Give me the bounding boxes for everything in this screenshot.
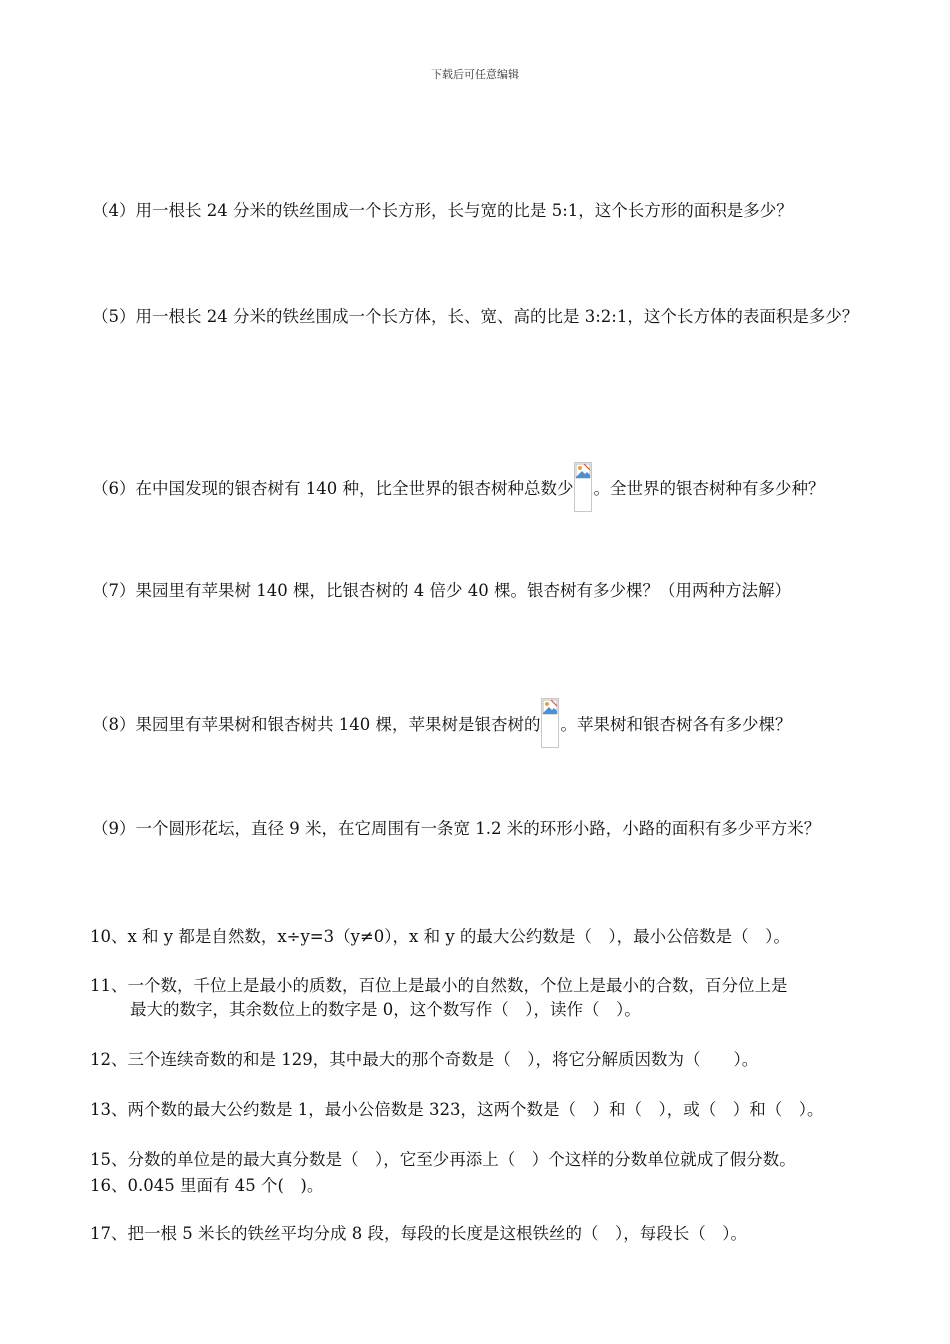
question-8 [92, 698, 791, 748]
item-17: 17、把一根 5 米长的铁丝平均分成 8 段，每段的长度是这根铁丝的（ ），每段长（ ）。 [90, 1224, 747, 1243]
item-13: 13、两个数的最大公约数是 1，最小公倍数是 323，这两个数是（ ）和（ ），或（ ）和（ ）。 [90, 1100, 824, 1119]
item-11 [90, 974, 788, 1022]
broken-image-icon [541, 698, 559, 748]
question-6-text-after: 。全世界的银杏树种有多少种？ [593, 479, 825, 498]
broken-image-icon [574, 462, 592, 512]
question-5: （5）用一根长 24 分米的铁丝围成一个长方体，长、宽、高的比是 3:2:1，这个长方体的表面积是多少？ [92, 307, 859, 326]
item-10: 10、x 和 y 都是自然数，x÷y=3（y≠0），x 和 y 的最大公约数是（ ），最小公倍数是（ ）。 [90, 927, 790, 946]
question-8-text-after: 。苹果树和银杏树各有多少棵？ [560, 715, 792, 734]
question-8-text-before: （8）果园里有苹果树和银杏树共 140 棵，苹果树是银杏树的 [92, 715, 541, 734]
item-15: 15、分数的单位是的最大真分数是（ ），它至少再添上（ ）个这样的分数单位就成了假分数。 [90, 1150, 796, 1169]
item-11-line-1: 11、一个数，千位上是最小的质数，百位上是最小的自然数，个位上是最小的合数，百分位上是 [90, 976, 788, 995]
question-6-text-before: （6）在中国发现的银杏树有 140 种，比全世界的银杏树种总数少 [92, 479, 574, 498]
question-9: （9）一个圆形花坛，直径 9 米，在它周围有一条宽 1.2 米的环形小路，小路的面积有多少平方米？ [92, 819, 821, 838]
question-7: （7）果园里有苹果树 140 棵，比银杏树的 4 倍少 40 棵。银杏树有多少棵？（用两种方法解） [92, 581, 791, 600]
page-header: 下载后可任意编辑 [431, 68, 519, 81]
item-16: 16、0.045 里面有 45 个( )。 [90, 1176, 324, 1195]
item-11-line-2: 最大的数字，其余数位上的数字是 0，这个数写作（ ），读作（ ）。 [130, 1000, 641, 1019]
item-12: 12、三个连续奇数的和是 129，其中最大的那个奇数是（ ），将它分解质因数为（ ）。 [90, 1050, 759, 1069]
question-4: （4）用一根长 24 分米的铁丝围成一个长方形，长与宽的比是 5:1，这个长方形的面积是多少？ [92, 201, 793, 220]
question-6 [92, 462, 824, 512]
